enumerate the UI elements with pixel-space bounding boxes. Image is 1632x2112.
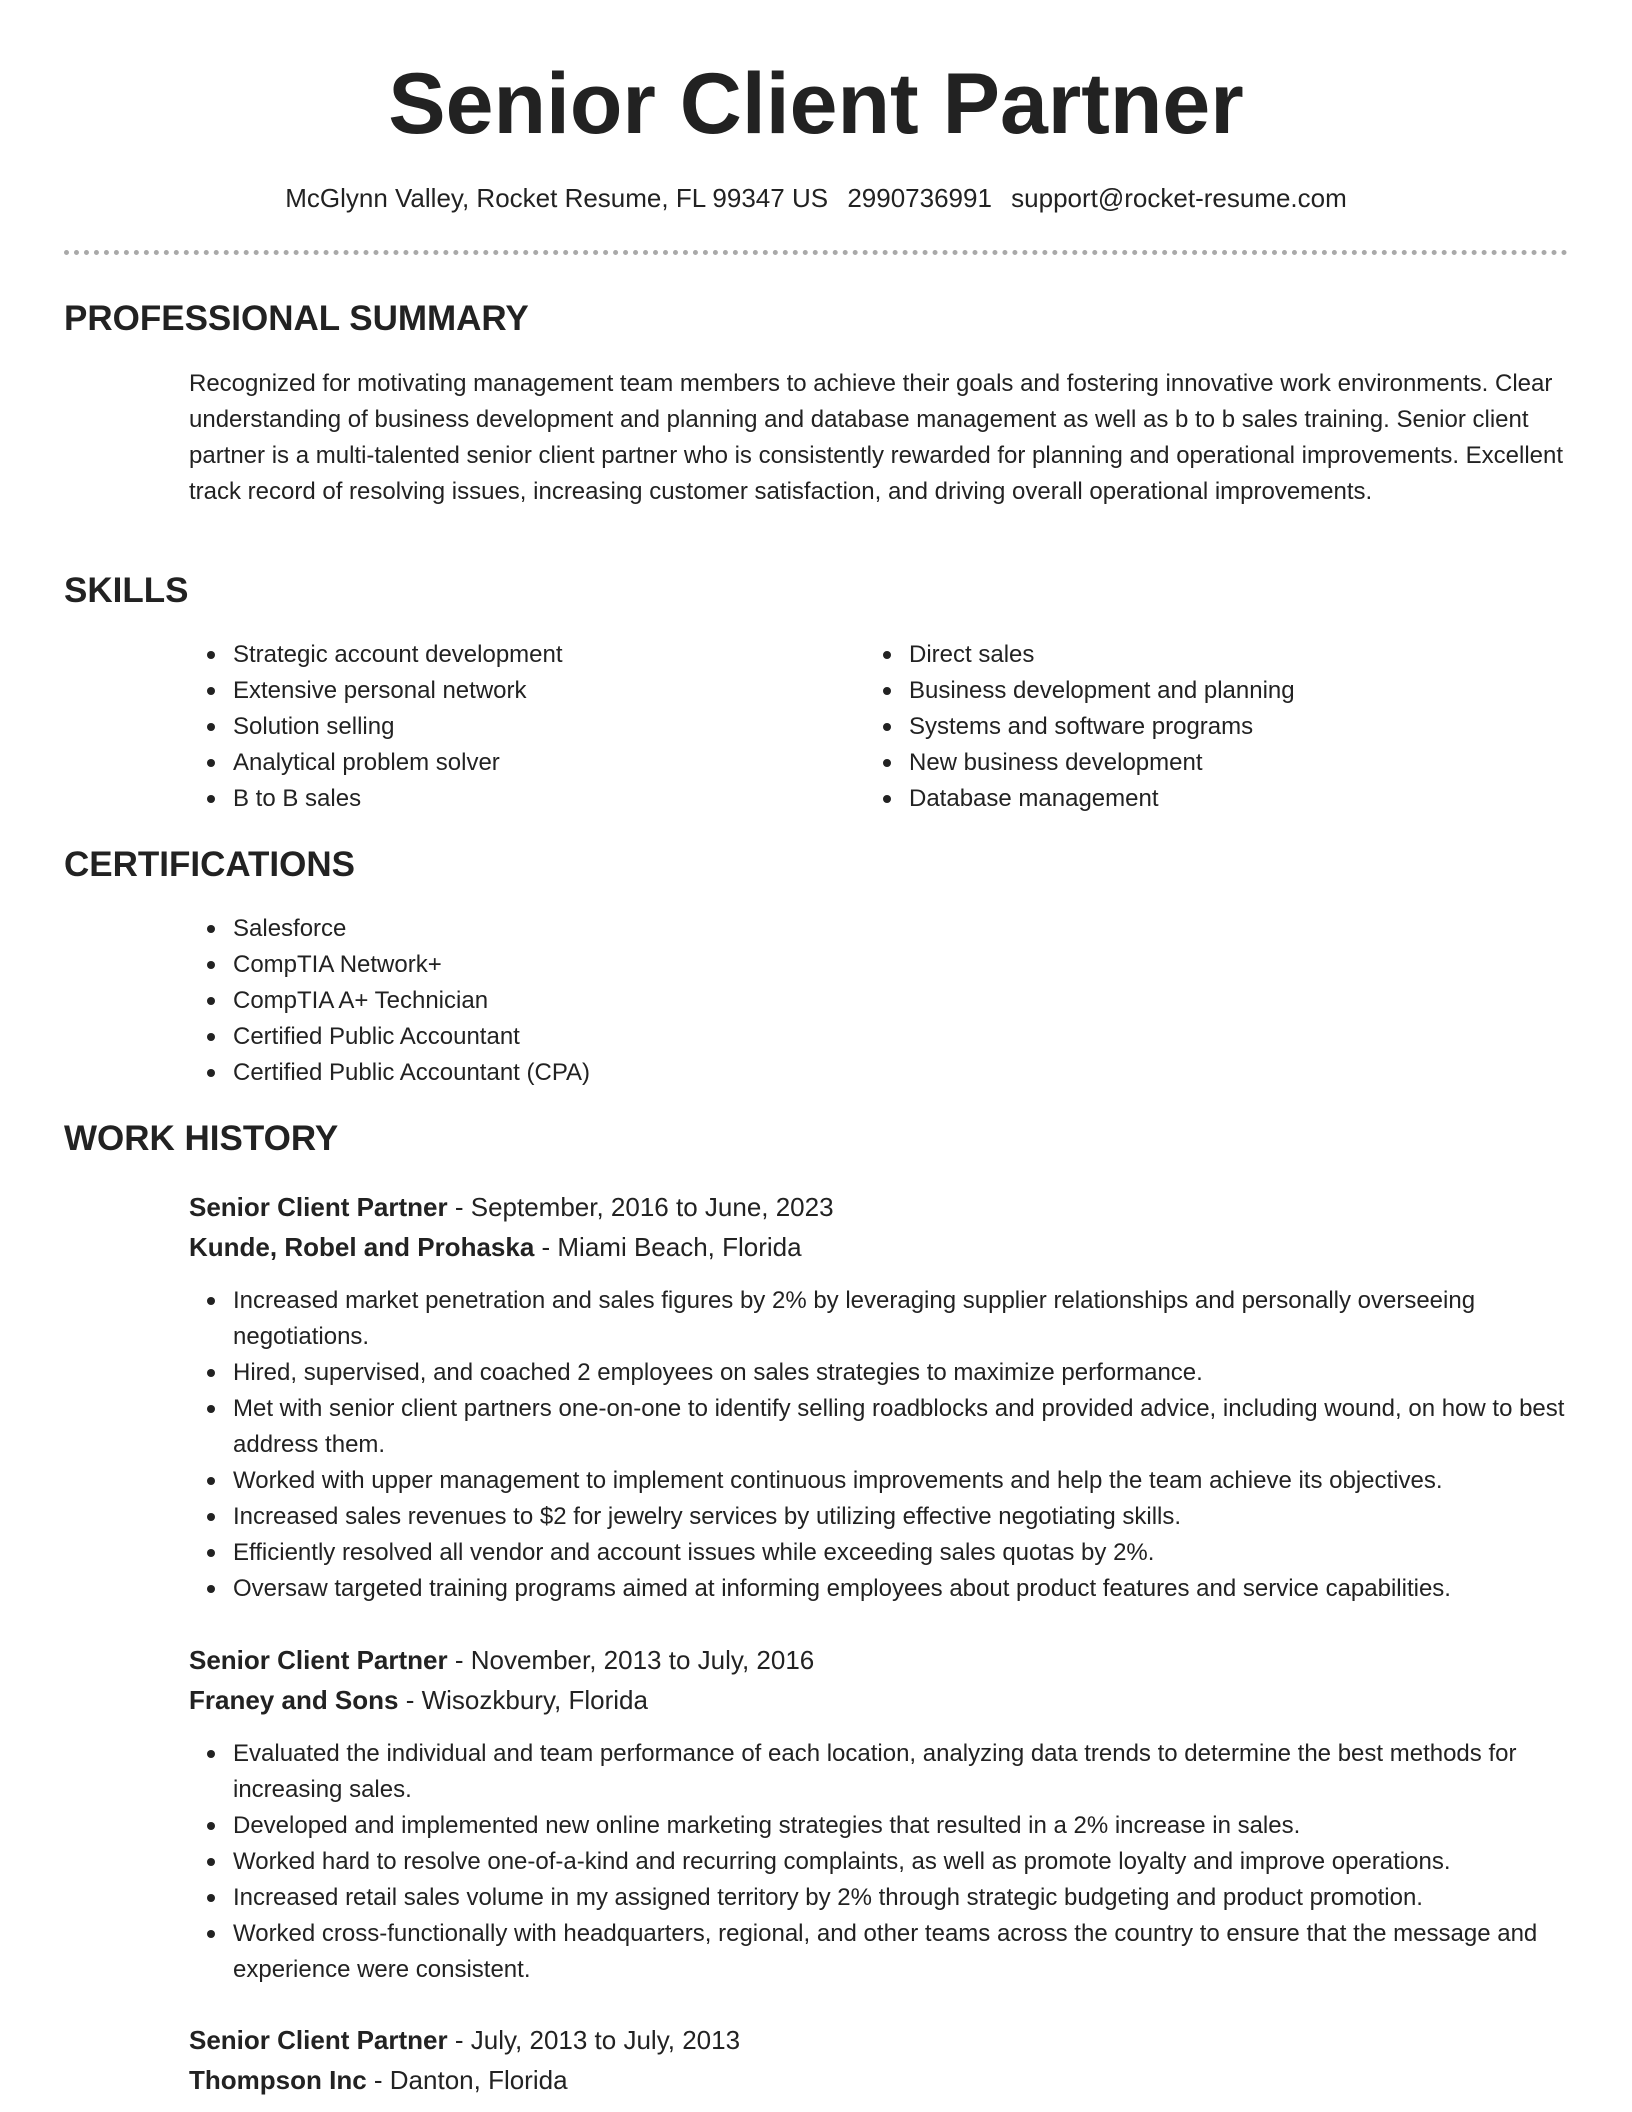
- certification-item: CompTIA A+ Technician: [233, 983, 1433, 1019]
- address-text: McGlynn Valley, Rocket Resume, FL 99347 US: [285, 183, 829, 213]
- job-bullet: Oversaw targeted training programs aimed at informing employees about product features and service capabilities.: [233, 1571, 1613, 1607]
- skill-item: Solution selling: [233, 709, 853, 745]
- job-bullet: Worked with upper management to implement continuous improvements and help the team achieve its objectives.: [233, 1463, 1613, 1499]
- phone-text: 2990736991: [847, 183, 992, 213]
- job-company-line: [189, 1680, 648, 1720]
- skill-item: Extensive personal network: [233, 673, 853, 709]
- job-role: Senior Client Partner: [189, 2025, 448, 2055]
- job-company-line: [189, 2060, 568, 2100]
- contact-line: [0, 180, 1632, 216]
- job-title-line: [189, 1187, 834, 1227]
- certification-item: Certified Public Accountant (CPA): [233, 1055, 1433, 1091]
- job-bullets: [189, 1736, 1613, 1988]
- work-history-heading: WORK HISTORY: [64, 1119, 339, 1158]
- summary-heading: PROFESSIONAL SUMMARY: [64, 299, 529, 338]
- job-bullet: Increased retail sales volume in my assigned territory by 2% through strategic budgeting and product promotion.: [233, 1880, 1613, 1916]
- job-role: Senior Client Partner: [189, 1192, 448, 1222]
- job-title-line: [189, 1640, 814, 1680]
- job-bullet: Met with senior client partners one-on-one to identify selling roadblocks and provided advice, including wound, on how to best address them.: [233, 1391, 1613, 1463]
- skills-heading: SKILLS: [64, 571, 189, 610]
- skills-list-right: [865, 637, 1589, 817]
- job-bullet: Worked cross-functionally with headquarters, regional, and other teams across the country to ensure that the message and experience were consistent.: [233, 1916, 1613, 1988]
- job-bullet: Increased market penetration and sales figures by 2% by leveraging supplier relationships and personally overseeing negotiations.: [233, 1283, 1613, 1355]
- skill-item: New business development: [909, 745, 1589, 781]
- job-location: - Wisozkbury, Florida: [398, 1685, 648, 1715]
- job-dates: - July, 2013 to July, 2013: [447, 2025, 741, 2055]
- job-location: - Danton, Florida: [366, 2065, 568, 2095]
- skill-item: Business development and planning: [909, 673, 1589, 709]
- certifications-list: [189, 911, 1433, 1091]
- certification-item: Certified Public Accountant: [233, 1019, 1433, 1055]
- job-bullet: Evaluated the individual and team performance of each location, analyzing data trends to determine the best methods for increasing sales.: [233, 1736, 1613, 1808]
- job-bullet: Efficiently resolved all vendor and account issues while exceeding sales quotas by 2%.: [233, 1535, 1613, 1571]
- job-title-line: [189, 2020, 740, 2060]
- job-company-line: [189, 1227, 802, 1267]
- email-text: support@rocket-resume.com: [1011, 183, 1347, 213]
- skill-item: Strategic account development: [233, 637, 853, 673]
- skill-item: B to B sales: [233, 781, 853, 817]
- job-company: Thompson Inc: [189, 2065, 367, 2095]
- certifications-heading: CERTIFICATIONS: [64, 845, 356, 884]
- skills-list-left: [189, 637, 853, 817]
- resume-name: Senior Client Partner: [388, 56, 1244, 152]
- job-bullet: Hired, supervised, and coached 2 employees on sales strategies to maximize performance.: [233, 1355, 1613, 1391]
- job-bullet: Developed and implemented new online marketing strategies that resulted in a 2% increase in sales.: [233, 1808, 1613, 1844]
- skill-item: Analytical problem solver: [233, 745, 853, 781]
- certification-item: Salesforce: [233, 911, 1433, 947]
- skill-item: Systems and software programs: [909, 709, 1589, 745]
- job-location: - Miami Beach, Florida: [534, 1232, 802, 1262]
- job-dates: - November, 2013 to July, 2016: [447, 1645, 815, 1675]
- job-role: Senior Client Partner: [189, 1645, 448, 1675]
- job-company: Kunde, Robel and Prohaska: [189, 1232, 535, 1262]
- job-company: Franey and Sons: [189, 1685, 399, 1715]
- header-divider: [64, 250, 1568, 255]
- summary-text: Recognized for motivating management team members to achieve their goals and fostering innovative work environments. Clear understanding of business development and planning and database management as well as b to b sales training. Senior client partner is a multi-talented senior client partner who is consistently rewarded for planning and operational improvements. Excellent track record of resolving issues, increasing customer satisfaction, and driving overall operational improvements.: [189, 370, 1564, 505]
- job-dates: - September, 2016 to June, 2023: [447, 1192, 834, 1222]
- certification-item: CompTIA Network+: [233, 947, 1433, 983]
- skill-item: Database management: [909, 781, 1589, 817]
- skill-item: Direct sales: [909, 637, 1589, 673]
- job-bullets: [189, 1283, 1613, 1607]
- job-bullet: Worked hard to resolve one-of-a-kind and recurring complaints, as well as promote loyalty and improve operations.: [233, 1844, 1613, 1880]
- job-bullet: Increased sales revenues to $2 for jewelry services by utilizing effective negotiating skills.: [233, 1499, 1613, 1535]
